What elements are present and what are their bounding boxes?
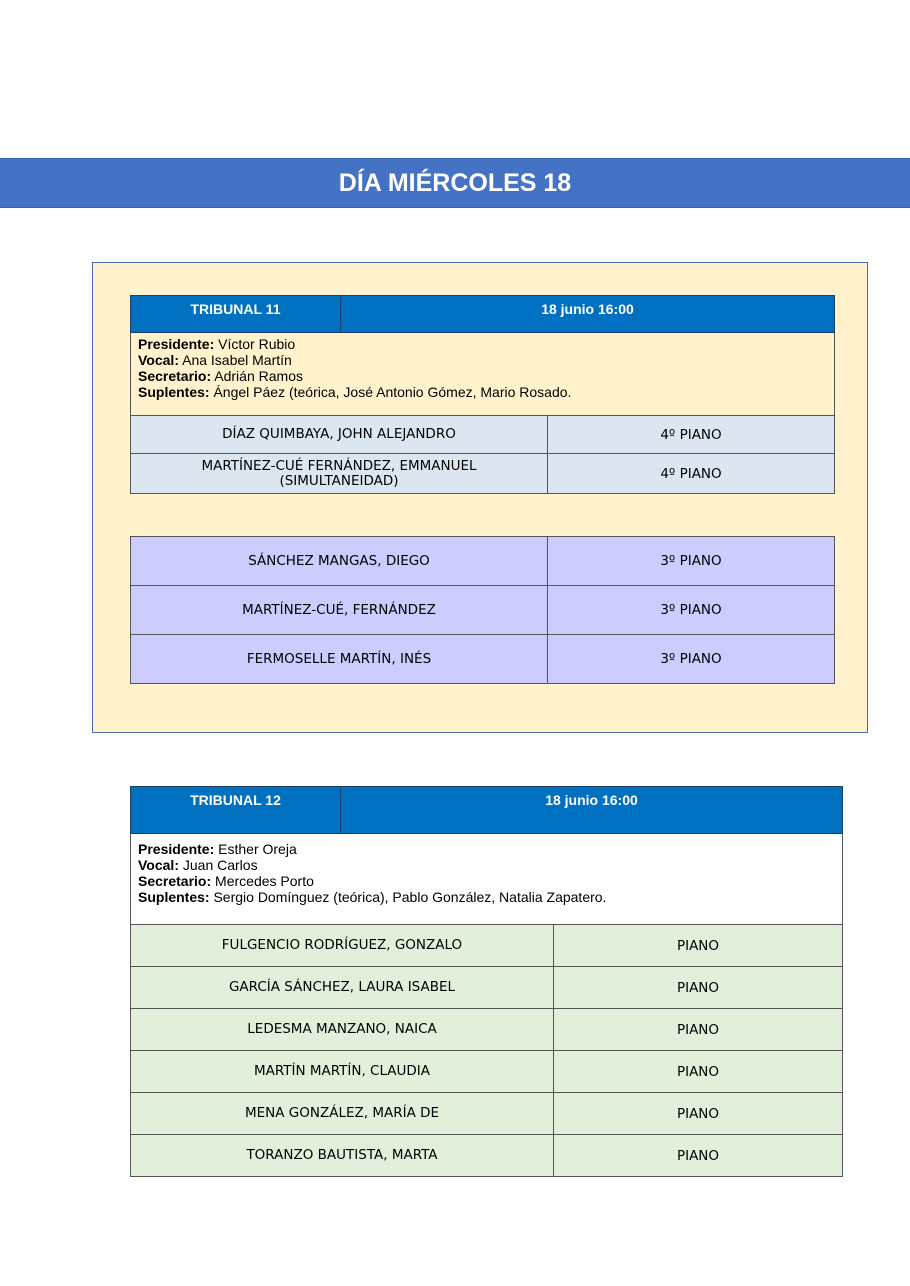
tribunal-11-datetime: 18 junio 16:00 — [541, 301, 634, 317]
secretario-line: Secretario: Adrián Ramos — [138, 368, 303, 384]
table-row — [130, 416, 835, 454]
student-name: MARTÍNEZ-CUÉ, FERNÁNDEZ — [131, 586, 548, 634]
student-grade: 3º PIANO — [660, 651, 722, 667]
tribunal-11-members — [130, 333, 835, 416]
presidente-line: Presidente: Esther Oreja — [138, 841, 297, 857]
table-row — [130, 586, 835, 635]
student-name: GARCÍA SÁNCHEZ, LAURA ISABEL — [131, 967, 554, 1008]
student-name: MARTÍN MARTÍN, CLAUDIA — [131, 1051, 554, 1092]
student-name: DÍAZ QUIMBAYA, JOHN ALEJANDRO — [131, 416, 548, 453]
tribunal-11-name: TRIBUNAL 11 — [131, 296, 341, 332]
table-row — [130, 537, 835, 586]
student-name: MENA GONZÁLEZ, MARÍA DE — [131, 1093, 554, 1134]
student-name: FULGENCIO RODRÍGUEZ, GONZALO — [131, 925, 554, 966]
table-row — [130, 635, 835, 684]
tribunal-12-name: TRIBUNAL 12 — [131, 787, 341, 833]
student-grade: 3º PIANO — [660, 602, 722, 618]
tribunal-12-header — [130, 786, 843, 834]
student-name: LEDESMA MANZANO, NAICA — [131, 1009, 554, 1050]
presidente-line: Presidente: Víctor Rubio — [138, 336, 296, 352]
student-name: SÁNCHEZ MANGAS, DIEGO — [131, 537, 548, 585]
student-grade: PIANO — [676, 1147, 720, 1164]
tribunal-12-table — [130, 786, 843, 1177]
student-grade: PIANO — [676, 1063, 720, 1080]
tribunal-12-members — [130, 834, 843, 925]
vocal-line: Vocal: Juan Carlos — [138, 857, 258, 873]
student-grade: 4º PIANO — [660, 426, 722, 443]
student-grade: PIANO — [676, 1021, 720, 1038]
table-row — [130, 454, 835, 494]
day-title: DÍA MIÉRCOLES 18 — [0, 158, 910, 208]
student-name: FERMOSELLE MARTÍN, INÉS — [131, 635, 548, 683]
student-grade: PIANO — [676, 979, 720, 996]
student-name: TORANZO BAUTISTA, MARTA — [131, 1135, 554, 1176]
tribunal-11-table — [130, 295, 835, 494]
student-grade: PIANO — [676, 1105, 720, 1122]
table-row — [130, 1135, 843, 1177]
table-row — [130, 1093, 843, 1135]
tribunal-11-extra-table — [130, 536, 835, 684]
student-grade: PIANO — [676, 937, 720, 954]
secretario-line: Secretario: Mercedes Porto — [138, 873, 314, 889]
table-row — [130, 1051, 843, 1093]
student-name: MARTÍNEZ-CUÉ FERNÁNDEZ, EMMANUEL (SIMULTANEIDAD) — [131, 454, 548, 493]
tribunal-12-datetime: 18 junio 16:00 — [545, 792, 638, 808]
suplentes-line: Suplentes: Sergio Domínguez (teórica), Pablo González, Natalia Zapatero. — [138, 889, 607, 905]
tribunal-11-header — [130, 295, 835, 333]
suplentes-line: Suplentes: Ángel Páez (teórica, José Antonio Gómez, Mario Rosado. — [138, 384, 572, 400]
student-grade: 3º PIANO — [660, 553, 722, 569]
student-grade: 4º PIANO — [660, 465, 722, 482]
table-row — [130, 967, 843, 1009]
table-row — [130, 1009, 843, 1051]
table-row — [130, 925, 843, 967]
vocal-line: Vocal: Ana Isabel Martín — [138, 352, 292, 368]
